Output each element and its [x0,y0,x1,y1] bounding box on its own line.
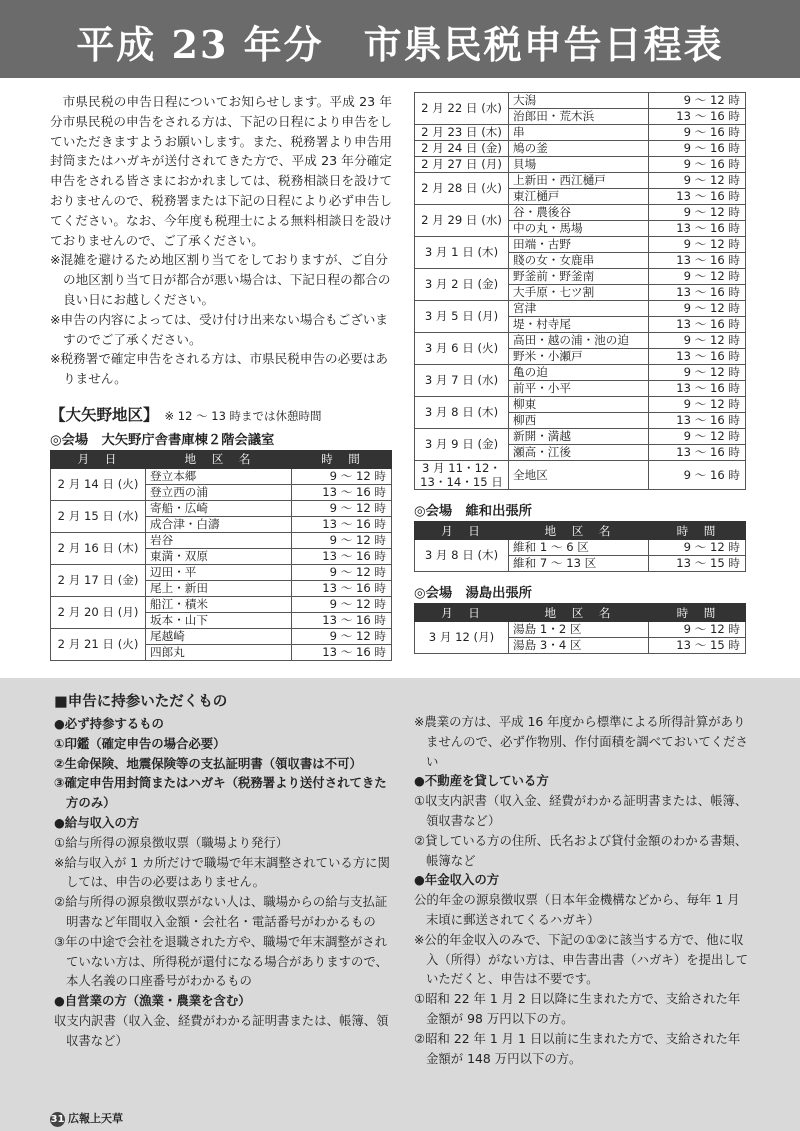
item-line: ②昭和 22 年 1 月 1 日以前に生まれた方で、支給された年金額が 148 万円以下の方。 [414,1030,741,1066]
area-cell: 上新田・西江樋戸 [509,173,649,189]
item-line: ②生命保険、地震保険等の支払証明書（領収書は不可） [54,755,362,771]
item-line: ①昭和 22 年 1 月 2 日以降に生まれた方で、支給された年金額が 98 万円以下の方。 [414,991,741,1026]
table-row [415,397,746,413]
date-cell: 3 月 9 日 (金) [415,429,509,461]
item-line: 公的年金の源泉徴収票（日本年金機構などから、毎年 1 月末頃に郵送されてくるハガキ） [414,892,740,927]
time-cell: 13 ～ 16 時 [292,612,392,628]
time-cell: 9 ～ 16 時 [649,461,746,490]
time-cell: 9 ～ 12 時 [649,237,746,253]
date-cell: 2 月 17 日 (金) [51,564,146,596]
time-cell: 13 ～ 16 時 [649,109,746,125]
area-cell: 大手原・七ツ割 [509,285,649,301]
table-row [415,365,746,381]
time-cell: 9 ～ 16 時 [649,125,746,141]
note-1: ※混雑を避けるため地区割り当てをしておりますが、ご自分の地区割り当て日が都合が悪い場合は、下記日程の都合の良い日にお越しください。 [50,252,391,307]
area-cell: 大潟 [509,93,649,109]
area-cell: 堤・村寺尾 [509,317,649,333]
area-cell: 東満・双原 [146,548,292,564]
area-cell: 維和 7 ～ 13 区 [509,556,649,572]
required-items-title: ■申告に持参いただくもの [54,694,228,710]
date-cell: 2 月 20 日 (月) [51,596,146,628]
time-cell: 9 ～ 12 時 [649,429,746,445]
date-cell: 3 月 7 日 (水) [415,365,509,397]
item-line: ※公的年金収入のみで、下記の①②に該当する方で、他に収入（所得）がない方は、申告書出書（ハガキ）を提出していただくと、申告は不要です。 [414,931,749,987]
publication-name: 広報上天草 [68,1112,123,1125]
area-cell: 全地区 [509,461,649,490]
date-cell: 2 月 24 日 (金) [415,141,509,157]
table-row [415,540,746,556]
area-cell: 維和 1 ～ 6 区 [509,540,649,556]
date-cell: 2 月 29 日 (水) [415,205,509,237]
date-cell: 2 月 27 日 (月) [415,157,509,173]
time-cell: 9 ～ 12 時 [292,628,392,644]
item-line: ※農業の方は、平成 16 年度から標準による所得計算がありませんので、必ず作物別、作付面積を調べておいてください [414,714,748,769]
date-cell: 2 月 15 日 (水) [51,500,146,532]
area-cell: 湯島 1・2 区 [509,622,649,638]
area-cell: 中の丸・馬場 [509,221,649,237]
area-cell: 坂本・山下 [146,612,292,628]
time-cell: 9 ～ 12 時 [292,564,392,580]
date-cell: 3 月 11・12・13・14・15 日 [415,461,509,490]
area-cell: 貝場 [509,157,649,173]
schedule-table-venue-1 [50,450,392,661]
intro-paragraph: 市県民税の申告日程についてお知らせします。平成 23 年分市県民税の申告をされる方は、下記の日程により申告をしていただきますようお願いします。また、税務署より申告用封筒またはハガキが送付されてきた方で、平成 23 年分確定申告をされる皆さまにおかれましては、税務相談日を設けておりませんので、税務署または下記の日程により必ず申告してください。なお、今年度も税理士による無料相談日を設けておりませんので、ご了承ください。 [50,94,392,248]
table-row [51,564,392,580]
time-cell: 13 ～ 16 時 [649,253,746,269]
item-line: ①印鑑（確定申告の場合必要） [54,735,226,751]
area-cell: 亀の迫 [509,365,649,381]
page-title: 平成 23 年分 市県民税申告日程表 [76,22,724,67]
column-header-area: 地 区 名 [146,450,292,468]
date-cell: 3 月 2 日 (金) [415,269,509,301]
date-cell: 2 月 14 日 (火) [51,468,146,500]
intro-section [50,92,392,250]
table-row [415,173,746,189]
time-cell: 13 ～ 16 時 [649,221,746,237]
table-row [415,237,746,253]
item-line: ●給与収入の方 [54,814,140,830]
date-cell: 2 月 16 日 (木) [51,532,146,564]
date-cell: 2 月 23 日 (木) [415,125,509,141]
item-line: ●年金収入の方 [414,872,500,888]
time-cell: 9 ～ 12 時 [292,532,392,548]
table-header-row [415,604,746,622]
area-cell: 賤の女・女鹿串 [509,253,649,269]
area-cell: 治郎田・荒木浜 [509,109,649,125]
area-cell: 寄船・広崎 [146,500,292,516]
left-column [50,92,392,661]
schedule-table-venue-1-continued [414,92,746,490]
time-cell: 13 ～ 16 時 [649,285,746,301]
date-cell: 3 月 12 (月) [415,622,509,654]
required-items-left [54,690,390,1051]
time-cell: 13 ～ 16 時 [649,349,746,365]
column-header-area: 地 区 名 [509,522,649,540]
time-cell: 13 ～ 15 時 [649,638,746,654]
page-header [0,0,800,78]
table-row [51,500,392,516]
page-number: 31 [50,1114,65,1125]
table-row [415,205,746,221]
region-note: ※ 12 ～ 13 時までは休憩時間 [164,408,322,423]
table-row [415,157,746,173]
area-cell: 串 [509,125,649,141]
date-cell: 3 月 1 日 (木) [415,237,509,269]
table-row [415,141,746,157]
time-cell: 9 ～ 12 時 [649,365,746,381]
table-row [415,333,746,349]
date-cell: 2 月 22 日 (水) [415,93,509,125]
date-cell: 3 月 8 日 (木) [415,397,509,429]
time-cell: 9 ～ 12 時 [649,540,746,556]
area-cell: 尾上・新田 [146,580,292,596]
time-cell: 9 ～ 12 時 [292,468,392,484]
table-row [415,125,746,141]
item-line: ※給与収入が 1 カ所だけで職場で年末調整されている方に関しては、申告の必要はありません。 [54,854,390,890]
area-cell: 瀬高・江後 [509,445,649,461]
date-cell: 3 月 8 日 (木) [415,540,509,572]
time-cell: 13 ～ 16 時 [292,548,392,564]
item-line: ●自営業の方（漁業・農業を含む） [54,993,251,1009]
time-cell: 13 ～ 16 時 [292,484,392,500]
time-cell: 13 ～ 16 時 [292,516,392,532]
table-row [415,269,746,285]
column-header-date: 月 日 [415,522,509,540]
table-row [51,596,392,612]
region-heading [50,403,392,425]
table-row [51,468,392,484]
table-row [415,461,746,490]
time-cell: 9 ～ 12 時 [649,333,746,349]
time-cell: 9 ～ 16 時 [649,141,746,157]
item-line: ③年の中途で会社を退職された方や、職場で年末調整がされていない方は、所得税が還付になる場合がありますので、本人名義の口座番号がわかるもの [54,933,388,989]
area-cell: 登立本郷 [146,468,292,484]
area-cell: 高田・越の浦・池の迫 [509,333,649,349]
right-column [414,92,746,654]
area-cell: 成合津・白濤 [146,516,292,532]
column-header-time: 時 間 [649,522,746,540]
date-cell: 3 月 6 日 (火) [415,333,509,365]
time-cell: 9 ～ 12 時 [649,93,746,109]
area-cell: 鳩の釜 [509,141,649,157]
area-cell: 谷・農後谷 [509,205,649,221]
note-2: ※申告の内容によっては、受け付け出来ない場合もございますのでご了承ください。 [50,311,388,347]
area-cell: 辺田・平 [146,564,292,580]
note-3: ※税務署で確定申告をされる方は、市県民税申告の必要はありません。 [50,351,388,387]
required-items-right [414,712,750,1068]
item-line: ③確定申告用封筒またはハガキ（税務署より送付されてきた方のみ） [54,775,387,811]
time-cell: 9 ～ 12 時 [649,397,746,413]
table-row [51,628,392,644]
time-cell: 9 ～ 12 時 [649,622,746,638]
table-row [415,622,746,638]
time-cell: 13 ～ 15 時 [649,556,746,572]
item-line: ①収支内訳書（収入金、経費がわかる証明書または、帳簿、領収書など） [414,793,748,828]
time-cell: 13 ～ 16 時 [649,189,746,205]
item-line: 収支内訳書（収入金、経費がわかる証明書または、帳簿、領収書など） [54,1012,389,1048]
schedule-table-venue-3 [414,603,746,654]
required-items-section [0,678,800,1131]
time-cell: 9 ～ 16 時 [649,157,746,173]
time-cell: 13 ～ 16 時 [649,317,746,333]
time-cell: 13 ～ 16 時 [292,644,392,660]
table-row [415,301,746,317]
area-cell: 尾越崎 [146,628,292,644]
area-cell: 野米・小瀬戸 [509,349,649,365]
time-cell: 9 ～ 12 時 [649,301,746,317]
column-header-date: 月 日 [415,604,509,622]
region-name: 【大矢野地区】 [50,405,159,424]
date-cell: 2 月 28 日 (火) [415,173,509,205]
time-cell: 13 ～ 16 時 [292,580,392,596]
column-header-date: 月 日 [51,450,146,468]
area-cell: 岩谷 [146,532,292,548]
area-cell: 宮津 [509,301,649,317]
area-cell: 東江樋戸 [509,189,649,205]
area-cell: 野釜前・野釜南 [509,269,649,285]
time-cell: 9 ～ 12 時 [292,596,392,612]
page-footer [50,1110,123,1127]
item-line: ●不動産を貸している方 [414,773,549,789]
venue-1-label: ◎会場 大矢野庁舎書庫棟２階会議室 [50,432,275,448]
area-cell: 田端・古野 [509,237,649,253]
area-cell: 登立西の浦 [146,484,292,500]
area-cell: 柳東 [509,397,649,413]
time-cell: 9 ～ 12 時 [649,269,746,285]
item-line: ①給与所得の源泉徴収票（職場より発行） [54,834,289,850]
area-cell: 湯島 3・4 区 [509,638,649,654]
time-cell: 13 ～ 16 時 [649,413,746,429]
time-cell: 13 ～ 16 時 [649,381,746,397]
date-cell: 2 月 21 日 (火) [51,628,146,660]
area-cell: 新開・満越 [509,429,649,445]
area-cell: 柳西 [509,413,649,429]
date-cell: 3 月 5 日 (月) [415,301,509,333]
time-cell: 9 ～ 12 時 [649,205,746,221]
column-header-area: 地 区 名 [509,604,649,622]
item-line: ●必ず持参するもの [54,716,164,731]
table-header-row [51,450,392,468]
schedule-table-venue-2 [414,521,746,572]
venue-2-label: ◎会場 維和出張所 [414,504,532,519]
column-header-time: 時 間 [292,450,392,468]
area-cell: 四郎丸 [146,644,292,660]
time-cell: 9 ～ 12 時 [292,500,392,516]
time-cell: 13 ～ 16 時 [649,445,746,461]
time-cell: 9 ～ 12 時 [649,173,746,189]
table-header-row [415,522,746,540]
area-cell: 船江・積米 [146,596,292,612]
item-line: ②貸している方の住所、氏名および貸付金額のわかる書類、帳簿など [414,832,748,868]
table-row [415,429,746,445]
table-row [51,532,392,548]
table-row [415,93,746,109]
item-line: ②給与所得の源泉徴収票がない人は、職場からの給与支払証明書など年間収入金額・会社名・電話番号がわかるもの [54,894,388,929]
area-cell: 前平・小平 [509,381,649,397]
column-header-time: 時 間 [649,604,746,622]
venue-3-label: ◎会場 湯島出張所 [414,586,532,601]
